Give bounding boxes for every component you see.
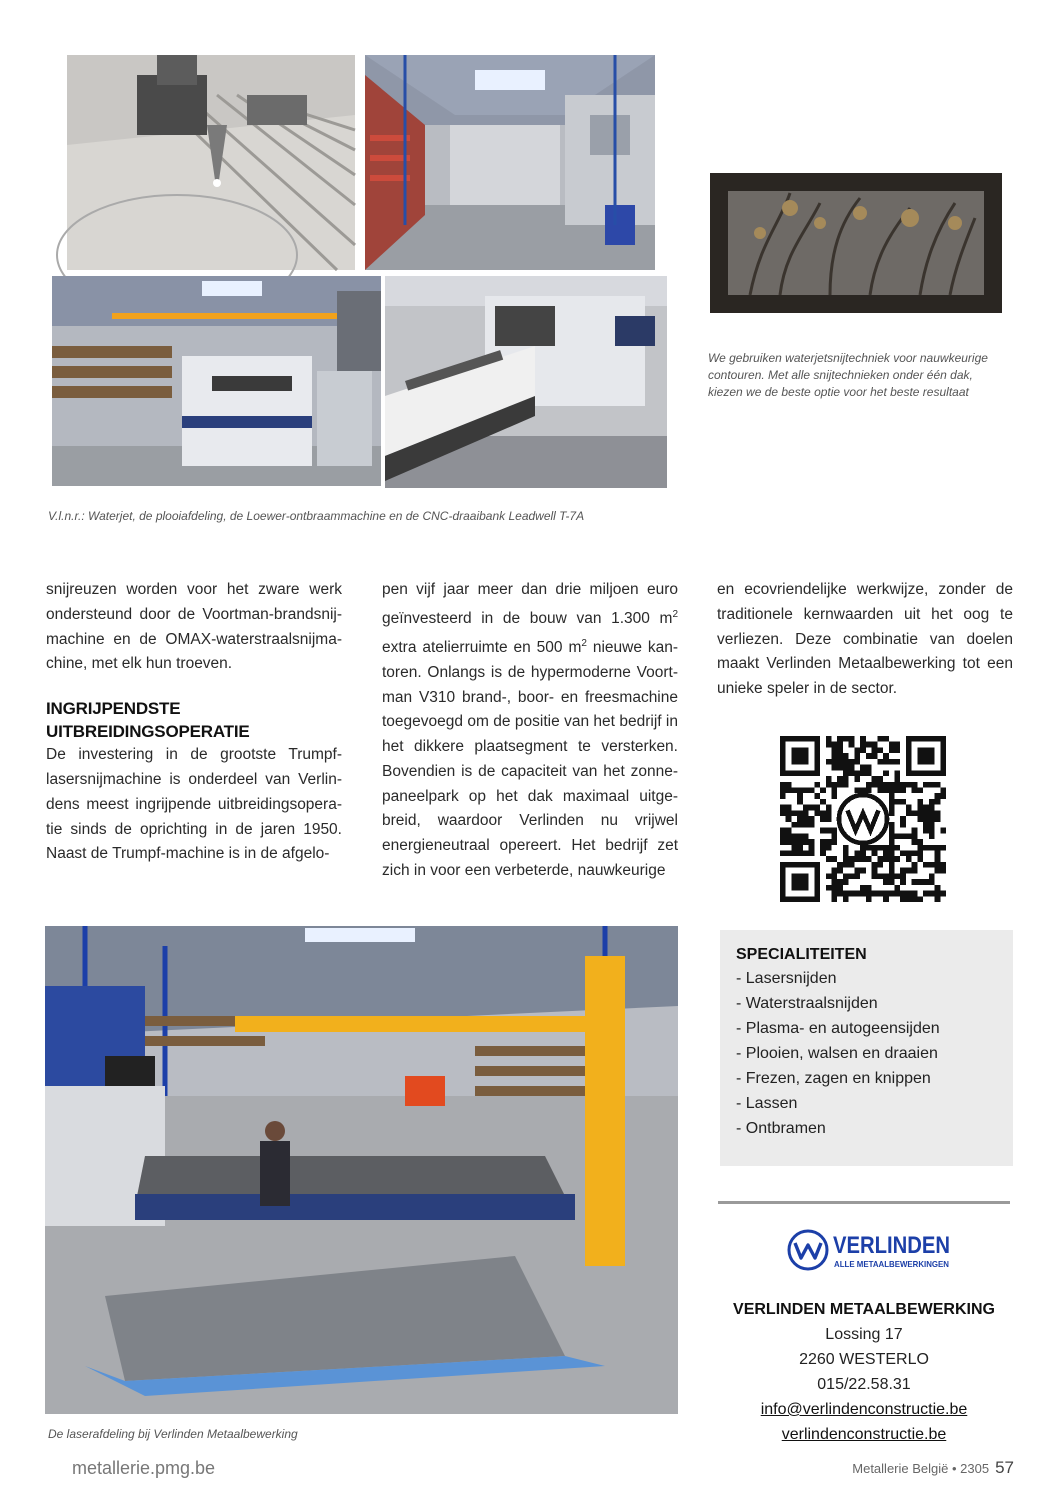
street-address: Lossing 17 (825, 1326, 903, 1343)
specialties-box (720, 930, 1013, 1166)
list-item: - Plooien, walsen en draaien (736, 1045, 938, 1062)
list-item: - Lassen (736, 1095, 798, 1112)
laser-department-photo (45, 926, 678, 1414)
list-item: - Frezen, zagen en knippen (736, 1070, 931, 1087)
page-number: 57 (995, 1458, 1014, 1477)
list-item: - Ontbramen (736, 1120, 826, 1137)
list-item: - Lasersnijden (736, 970, 837, 987)
article-column-3 (717, 578, 1013, 702)
list-item: - Waterstraalsnijden (736, 995, 878, 1012)
city: 2260 WESTERLO (799, 1351, 929, 1368)
section-heading: INGRIJPENDSTE UITBREIDINGSOPERATIE (46, 699, 250, 742)
issue-label: Metallerie België • 2305 (852, 1461, 990, 1476)
specialties-list (736, 966, 997, 1141)
caption-top-left: V.l.n.r.: Waterjet, de plooiafdeling, de Loewer-ontbraammachine en de CNC-draaibank Leadwell T-7A (48, 509, 585, 523)
cnc-lathe-photo (385, 276, 667, 488)
verlinden-logo (786, 1226, 956, 1276)
website-link[interactable]: verlindenconstructie.be (781, 1426, 947, 1443)
paragraph: pen vijf jaar meer dan drie miljoen euro geïnvesteerd in de bouw van 1.300 $m^2$ extra atelierruimte en 500 $m^2$ nieuwe kan-toren. Onlangs is de hypermoderne Voort-man V310 brand-, boor- en freesmachine toegevoegd om de positie van het bedrijf in het dikkere plaatsegment te versterken. Bovendien is de capaciteit van het zonne-paneelpark op het dak maximaal uitge-breid, waardoor Verlinden nu vrijwel energieneutraal opereert. Het bedrijf zet zich in voor een verbeterde, nauwkeurige (382, 581, 678, 880)
contact-block (718, 1297, 1010, 1447)
specialties-title: SPECIALITEITEN (736, 946, 867, 963)
waterjet-photo (67, 55, 355, 270)
article-column-1 (46, 578, 342, 867)
caption-top-right: We gebruiken waterjetsnijtechniek voor nauwkeurige contouren. Met alle snijtechnieken onder één dak, kiezen we de beste optie voor het beste resultaat (708, 351, 988, 399)
qr-code[interactable] (780, 736, 946, 902)
email-link[interactable]: info@verlindenconstructie.be (760, 1401, 968, 1418)
svg-text:VERLINDEN: VERLINDEN (833, 1232, 950, 1259)
list-item: - Plasma- en autogeensijden (736, 1020, 940, 1037)
footer-issue (852, 1458, 1014, 1478)
paragraph: De investering in de grootste Trumpf-lasersnijmachine is onderdeel van Verlin-dens meest ingrijpende uitbreidingsopera-tie sinds de oprichting in de jaren 1950. Naast de Trumpf-machine is in de afgelo- (46, 746, 342, 863)
decorative-panel-photo (710, 163, 1002, 323)
footer-site-link[interactable]: metallerie.pmg.be (72, 1458, 216, 1478)
caption-bottom: De laserafdeling bij Verlinden Metaalbewerking (48, 1427, 298, 1441)
divider (718, 1201, 1010, 1204)
phone-number: 015/22.58.31 (817, 1376, 911, 1393)
paragraph: snijreuzen worden voor het zware werk ondersteund door de Voortman-brandsnij-machine en de OMAX-waterstraalsnijma-chine, met elk hun troeven. (46, 581, 342, 673)
article-column-2 (382, 578, 678, 884)
bending-department-photo (365, 55, 655, 270)
paragraph: en ecovriendelijke werkwijze, zonder de traditionele kernwaarden uit het oog te verliezen. Deze combinatie van doelen maakt Verlinden Metaalbewerking tot een unieke speler in de sector. (717, 581, 1013, 698)
company-name: VERLINDEN METAALBEWERKING (733, 1301, 995, 1318)
deburring-machine-photo (52, 276, 381, 486)
svg-text:ALLE METAALBEWERKINGEN: ALLE METAALBEWERKINGEN (834, 1259, 949, 1269)
